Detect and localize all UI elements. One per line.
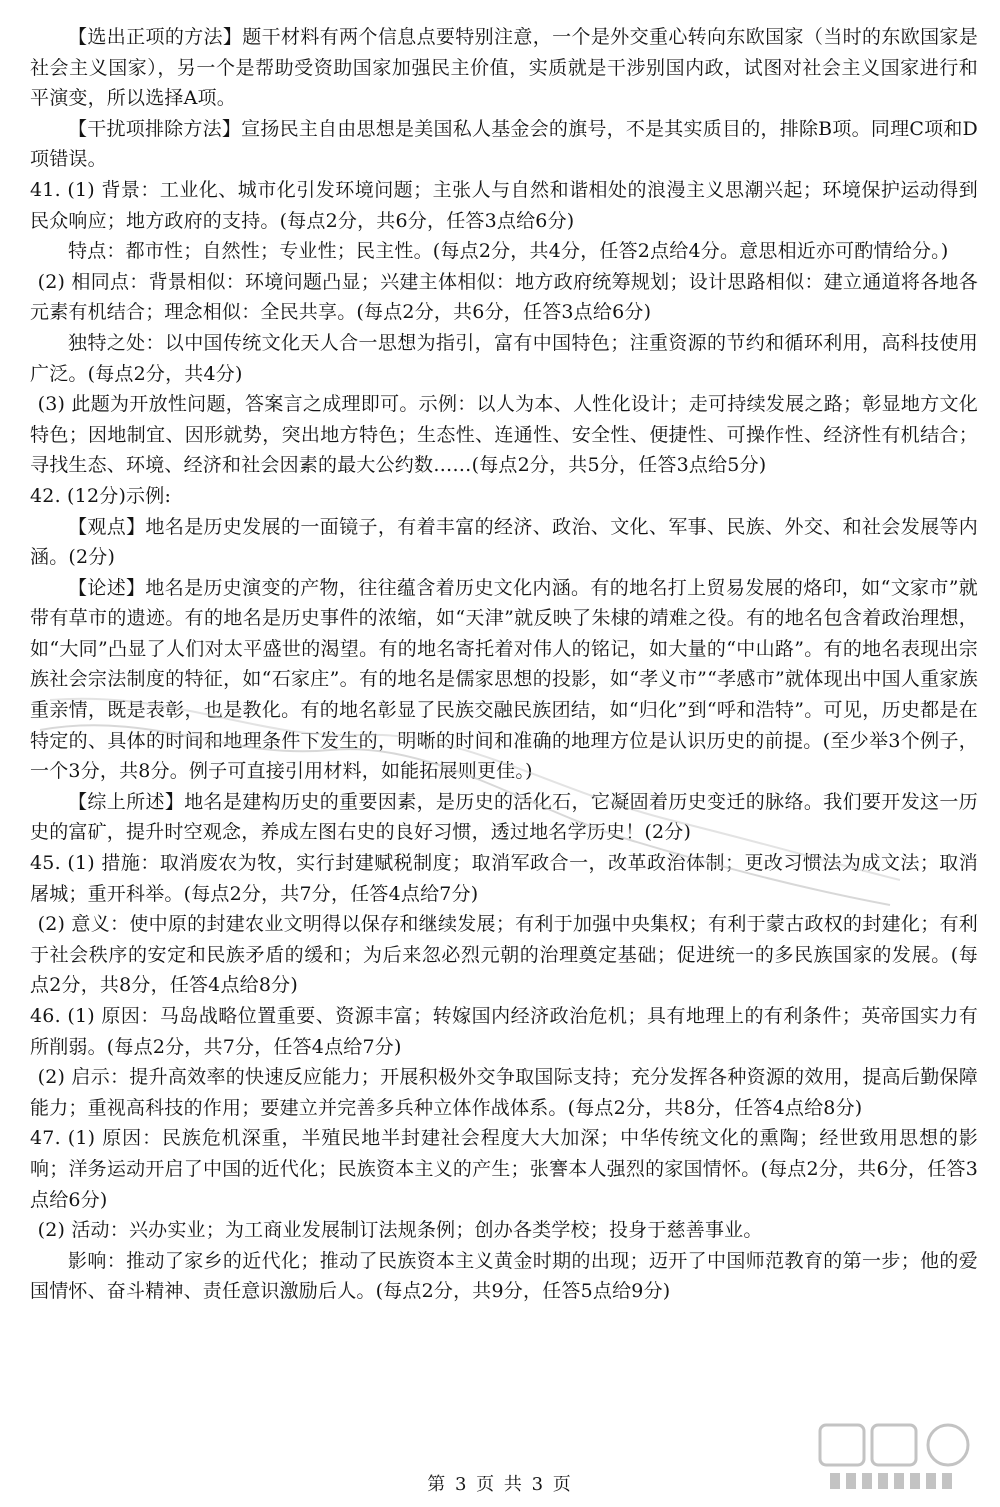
paragraph-q41-2-uniqueness: 独特之处：以中国传统文化天人合一思想为指引，富有中国特色；注重资源的节约和循环利用，高科技使用广泛。(每点2分，共4分) xyxy=(30,331,978,385)
paragraph-q41-2-similarities: (2) 相同点：背景相似：环境问题凸显；兴建主体相似：地方政府统筹规划；设计思路相似：建立通道将各地各元素有机结合；理念相似：全民共享。(每点2分，共6分，任答3点给6分) xyxy=(30,270,978,324)
paragraph-q42-heading: 42. (12分)示例: xyxy=(30,484,172,507)
paragraph-q45-2-significance: (2) 意义：使中原的封建农业文明得以保存和继续发展；有利于加强中央集权；有利于蒙古政权的封建化；有利于社会秩序的安定和民族矛盾的缓和；为后来忽必烈元朝的治理奠定基础；促进统一的多民族国家的发展。(每点2分，共8分，任答4点给8分) xyxy=(30,913,978,997)
paragraph-q41-1-background: 41. (1) 背景：工业化、城市化引发环境问题；主张人与自然和谐相处的浪漫主义思潮兴起；环境保护运动得到民众响应；地方政府的支持。(每点2分，共6分，任答3点给6分) xyxy=(30,178,978,232)
paragraph-method-correct-option: 【选出正项的方法】题干材料有两个信息点要特别注意，一个是外交重心转向东欧国家（当时的东欧国家是社会主义国家），另一个是帮助受资助国家加强民主价值，实质就是干涉别国内政，试图对社会主义国家进行和平演变，所以选择A项。 xyxy=(30,26,978,110)
paragraph-q42-argument: 【论述】地名是历史演变的产物，往往蕴含着历史文化内涵。有的地名打上贸易发展的烙印，如“文家市”就带有草市的遗迹。有的地名是历史事件的浓缩，如“天津”就反映了朱棣的靖难之役。有的地名包含着政治理想，如“大同”凸显了人们对太平盛世的渴望。有的地名寄托着对伟人的铭记，如大量的“中山路”。有的地名表现出宗族社会宗法制度的特征，如“石家庄”。有的地名是儒家思想的投影，如“孝义市”“孝感市”就体现出中国人重家族重亲情，既是表彰，也是教化。有的地名彰显了民族交融民族团结，如“归化”到“呼和浩特”。可见，历史都是在特定的、具体的时间和地理条件下发生的，明晰的时间和准确的地理方位是认识历史的前提。(至少举3个例子，一个3分，共8分。例子可直接引用材料，如能拓展则更佳。) xyxy=(30,576,978,783)
paragraph-q45-1-measures: 45. (1) 措施：取消废农为牧，实行封建赋税制度；取消军政合一，改革政治体制；更改习惯法为成文法；取消屠城；重开科举。(每点2分，共7分，任答4点给7分) xyxy=(30,852,978,905)
paragraph-method-distractor: 【干扰项排除方法】宣扬民主自由思想是美国私人基金会的旗号，不是其实质目的，排除B项。同理C项和D项错误。 xyxy=(30,117,978,171)
paragraph-q46-1-causes: 46. (1) 原因：马岛战略位置重要、资源丰富；转嫁国内经济政治危机；具有地理上的有利条件；英帝国实力有所削弱。(每点2分，共7分，任答4点给7分) xyxy=(30,1005,978,1058)
page-number-footer: 第 3 页 共 3 页 xyxy=(427,1474,573,1495)
paragraph-q47-2-impact: 影响：推动了家乡的近代化；推动了民族资本主义黄金时期的出现；迈开了中国师范教育的第一步；他的爱国情怀、奋斗精神、责任意识激励后人。(每点2分，共9分，任答5点给9分) xyxy=(30,1249,978,1303)
paragraph-q41-3-open-question: (3) 此题为开放性问题，答案言之成理即可。示例：以人为本、人性化设计；走可持续发展之路；彰显地方文化特色；因地制宜、因形就势，突出地方特色；生态性、连通性、安全性、便捷性、可操作性、经济性有机结合；寻找生态、环境、经济和社会因素的最大公约数……(每点2分，共5分，任答3点给5分) xyxy=(30,393,978,477)
paragraph-q47-2-activities: (2) 活动：兴办实业；为工商业发展制订法规条例；创办各类学校；投身于慈善事业。 xyxy=(37,1219,763,1242)
paragraph-q41-1-features: 特点：都市性；自然性；专业性；民主性。(每点2分，共4分，任答2点给4分。意思相近亦可酌情给分。) xyxy=(68,240,949,263)
paragraph-q42-conclusion: 【综上所述】地名是建构历史的重要因素，是历史的活化石，它凝固着历史变迁的脉络。我们要开发这一历史的富矿，提升时空观念，养成左图右史的良好习惯，透过地名学历史！(2分) xyxy=(30,790,978,844)
paragraph-q46-2-lessons: (2) 启示：提升高效率的快速反应能力；开展积极外交争取国际支持；充分发挥各种资源的效用，提高后勤保障能力；重视高科技的作用；要建立并完善多兵种立体作战体系。(每点2分，共8分，任答4点给8分) xyxy=(30,1066,978,1119)
paragraph-q42-viewpoint: 【观点】地名是历史发展的一面镜子，有着丰富的经济、政治、文化、军事、民族、外交、和社会发展等内涵。(2分) xyxy=(30,515,978,569)
paragraph-q47-1-causes: 47. (1) 原因：民族危机深重，半殖民地半封建社会程度大大加深；中华传统文化的熏陶；经世致用思想的影响；洋务运动开启了中国的近代化；民族资本主义的产生；张謇本人强烈的家国情怀。(每点2分，共6分，任答3点给6分) xyxy=(30,1127,978,1211)
page-content xyxy=(30,22,978,1307)
